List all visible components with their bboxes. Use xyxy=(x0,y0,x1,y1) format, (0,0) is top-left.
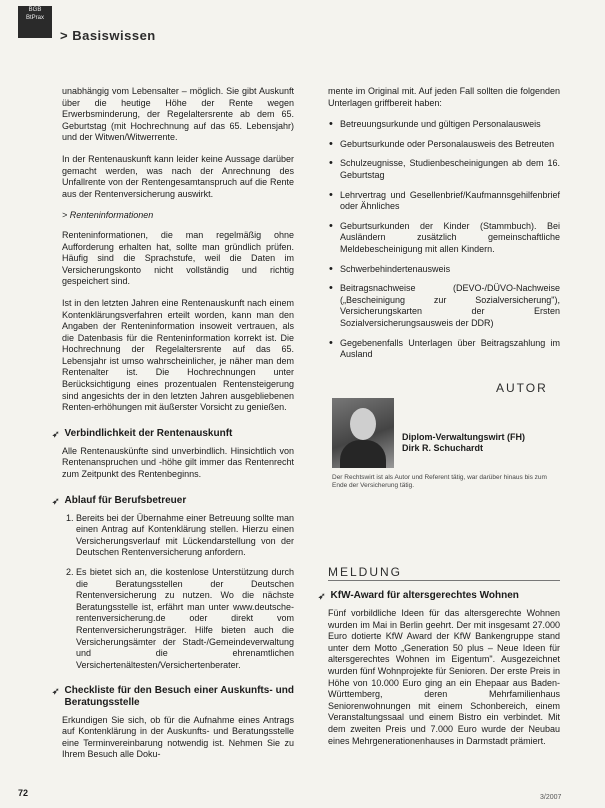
arrow-icon: ➶ xyxy=(52,686,60,697)
paragraph: Alle Rentenauskünfte sind unverbindlich. Hinsichtlich von Rentenanspruchen und -höhe gilt immer das Rentenrecht zum Zeitpunkt des Rentenbeginns. xyxy=(62,445,294,480)
list-item: • Betreuungsurkunde und gültigen Personalausweis xyxy=(340,119,560,131)
arrow-icon: ➶ xyxy=(52,495,60,506)
arrow-icon: ➶ xyxy=(318,591,326,601)
list-item: 2. Es bietet sich an, die kostenlose Unterstützung durch die Beratungsstellen der Deutschen Rentenversicherung zu nutzen. Wo die nächste Beratungsstelle ist, erfährt man unter www.deutsche-rentenversicherung.de oder direkt vom Rentenversicherungsträger. Hilfe bieten auch die Versicherungsämter der Stadt-/Gemeindeverwaltung und die ehrenamtlichen Versichertenältesten/Versichertenberater. xyxy=(76,567,294,671)
heading-text: KfW-Award für altersgerechtes Wohnen xyxy=(330,590,519,601)
heading-text: Checkliste für den Besuch einer Auskunfts- und Beratungsstelle xyxy=(64,685,294,708)
author-bio: Der Rechtswirt ist als Autor und Referent tätig, war darüber hinaus bis zum Ende der Versicherung tätig. xyxy=(332,474,547,489)
author-name-line: Dirk R. Schuchardt xyxy=(402,443,484,453)
section-heading xyxy=(52,495,294,507)
numbered-list xyxy=(62,513,294,672)
list-item: • Schwerbehindertenausweis xyxy=(340,264,560,276)
heading-text: Verbindlichkeit der Rentenauskunft xyxy=(64,427,233,439)
paragraph: Erkundigen Sie sich, ob für die Aufnahme eines Antrags auf Kontenklärung in der Auskunfts- und Beratungsstelle eine Terminvereinbarung notwendig ist. Nehmen Sie zu Ihrem Besuch alle Doku- xyxy=(62,714,294,760)
section-heading xyxy=(318,590,560,602)
list-item: • Lehrvertrag und Gesellenbrief/Kaufmannsgehilfenbrief oder Ähnliches xyxy=(340,190,560,213)
author-face xyxy=(350,408,376,440)
left-column xyxy=(52,86,294,771)
section-heading xyxy=(52,685,294,708)
paragraph: unabhängig vom Lebensalter – möglich. Sie gibt Auskunft über die heutige Höhe der Rente wegen Erwerbsminderung, der Regelaltersrente ab dem 65. Geburtstag (mit Hochrechnung auf das 65. Lebensjahr) und der Witwen/Witwerrente. xyxy=(62,86,294,143)
author-body xyxy=(340,440,386,468)
subheading: > Renteninformationen xyxy=(62,210,154,221)
meldung-section xyxy=(318,590,560,757)
list-item: • Gegebenenfalls Unterlagen über Beitragszahlung im Ausland xyxy=(340,338,560,361)
author-title-line: Diplom-Verwaltungswirt (FH) xyxy=(402,432,526,442)
list-item: • Geburtsurkunde oder Personalausweis des Betreuten xyxy=(340,139,560,151)
paragraph: In der Rentenauskunft kann leider keine Aussage darüber gemacht werden, was nach der Anrechnung des Unfallrente von der Rentengesamtanspruch auf die Rente aus der Rentenversicherung auswirkt. xyxy=(62,153,294,199)
heading-text: Ablauf für Berufsbetreuer xyxy=(64,494,187,506)
author-name xyxy=(402,432,525,454)
logo-text-top: BGB xyxy=(28,7,42,13)
author-photo xyxy=(332,398,394,468)
divider xyxy=(328,580,560,581)
list-item: 1. Bereits bei der Übernahme einer Betreuung sollte man einen Antrag auf Kontenklärung stellen. Hierzu einen Versicherungsverlauf mit Lückendarstellung von der Deutschen Rentenversicherung anfordern. xyxy=(76,513,294,559)
paragraph: Renteninformationen, die man regelmäßig ohne Aufforderung erhalten hat, sollte man gründlich prüfen. Häufig sind die Sprachstufe, weil die Daten im Versicherungskonto nicht vollständig und richtig gespeichert sind. xyxy=(62,229,294,287)
page-number: 72 xyxy=(18,788,29,798)
list-item: • Schulzeugnisse, Studienbescheinigungen ab dem 16. Geburtstag xyxy=(340,158,560,181)
author-box xyxy=(332,398,562,468)
logo-text-bottom: BtPrax xyxy=(25,15,44,21)
right-column xyxy=(328,86,560,369)
autor-title: AUTOR xyxy=(496,381,548,395)
section-title: > Basiswissen xyxy=(60,28,156,43)
section-heading xyxy=(52,428,294,440)
bullet-list xyxy=(328,119,560,361)
paragraph: Ist in den letzten Jahren eine Rentenauskunft nach einem Kontenklärungsverfahren erteilt worden, kann man den Angaben der Renteninformation insoweit vertrauen, als die Datenbasis für die Renteninformation korrekt ist. Die Hochrechnung der Regelaltersrente auf das 65. Lebensjahr ist umso wahrscheinlicher, je näher man dem Rentenalter ist. Die Hochrechnungen unter Berücksichtigung eines prozentualen Rentensteigerung sind angesichts der in den letzten Jahren ausgebliebenen Renten-erhöhungen mit äußerster Vorsicht zu genießen. xyxy=(62,297,294,413)
meldung-title: MELDUNG xyxy=(328,565,403,579)
paragraph: mente im Original mit. Auf jeden Fall sollten die folgenden Unterlagen griffbereit haben: xyxy=(328,86,560,108)
list-item: • Geburtsurkunden der Kinder (Stammbuch). Bei Ausländern zusätzlich gemeinschaftliche Meldebescheinigung mit allen Kindern. xyxy=(340,221,560,256)
list-item: • Beitragsnachweise (DEVO-/DÜVO-Nachweise („Bescheinigung zur Sozialversicherung"), Versicherungskarten der Ersten Sozialversicherungsausweis der DDR) xyxy=(340,283,560,329)
magazine-logo xyxy=(18,6,52,38)
issue-number: 3/2007 xyxy=(540,794,562,801)
paragraph: Fünf vorbildliche Ideen für das altersgerechte Wohnen wurden im Mai in Berlin geehrt. Der mit insgesamt 27.000 Euro dotierte KfW Award der KfW Bankengruppe stand unter dem Motto „Generation 50 plus – Neue Ideen für altersgerechtes Wohnen im Eigentum". Ausgezeichnet wurden fünf Wohnprojekte für Senioren. Der erste Preis in Höhe von 10.000 Euro ging an ein Ehepaar aus Baden-Württemberg, deren Mehrfamilienhaus Seniorenwohnungen mit einem Schonbereich, einem Veranstaltungssaal und einem Bistro ein verbindet. Mit dem zweiten Preis und 7.000 Euro wurde der Neubau eines Mehrgenerationenhauses in Darmstadt prämiert. xyxy=(328,608,560,746)
arrow-icon: ➶ xyxy=(52,428,60,439)
